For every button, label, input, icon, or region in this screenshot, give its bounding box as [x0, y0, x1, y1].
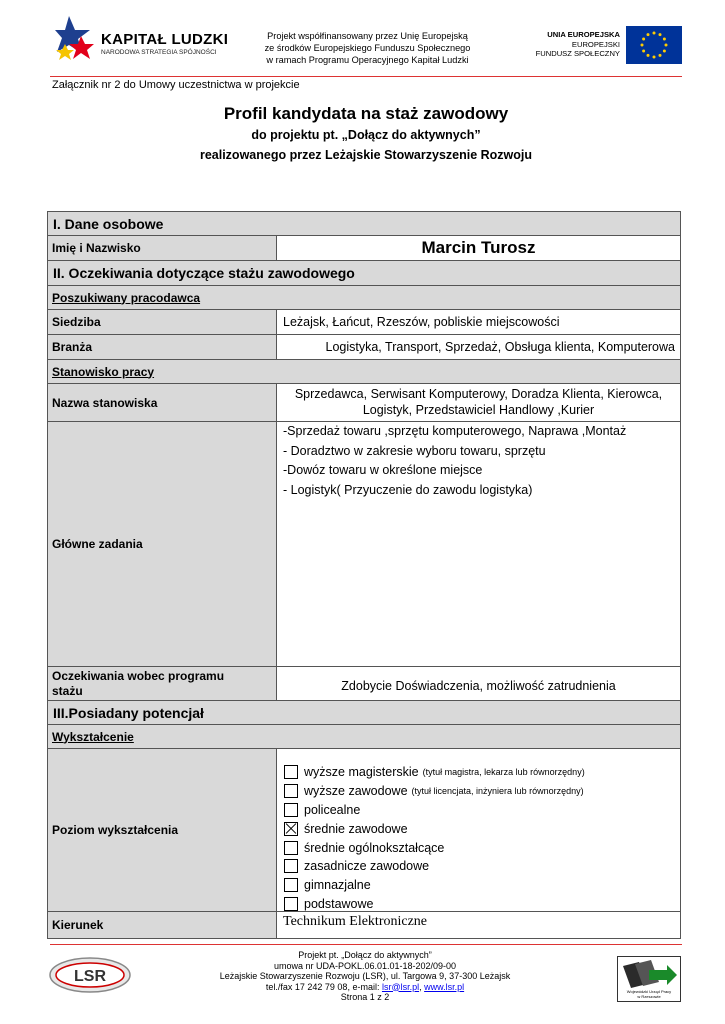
page-subtitle-organizer: realizowanego przez Leżajskie Stowarzyszenie Rozwoju: [199, 148, 533, 162]
edu-option-secondary-vocational[interactable]: [284, 819, 680, 838]
task-item: -Sprzedaż towaru ,sprzętu komputerowego, Naprawa ,Montaż: [283, 424, 627, 438]
edu-option-lower-secondary[interactable]: [284, 876, 680, 895]
cofinancing-line-3: w ramach Programu Operacyjnego Kapitał Ludzki: [266, 55, 469, 65]
checkbox-checked[interactable]: [284, 822, 298, 836]
edu-option-post-secondary[interactable]: [284, 801, 680, 820]
edu-option-label: wyższe zawodowe: [304, 784, 408, 799]
edu-option-vocational-higher[interactable]: [284, 782, 680, 801]
position-name-line-2: Logistyk, Przedstawiciel Handlowy ,Kurier: [362, 402, 595, 417]
direction-field[interactable]: Technikum Elektroniczne: [276, 911, 681, 939]
cofinancing-note: [240, 30, 495, 66]
edu-option-masters[interactable]: [284, 763, 680, 782]
section-personal-data: I. Dane osobowe: [47, 211, 681, 236]
eu-star-icon: [647, 33, 650, 36]
position-header: Stanowisko pracy: [47, 359, 681, 384]
position-name-field[interactable]: [276, 383, 681, 422]
position-name-label: Nazwa stanowiska: [47, 383, 277, 422]
employer-header: Poszukiwany pracodawca: [47, 285, 681, 310]
name-field[interactable]: Marcin Turosz: [276, 235, 681, 261]
kapital-ludzki-logo: [55, 14, 229, 66]
section-potential: III.Posiadany potencjał: [47, 700, 681, 725]
edu-option-label: gimnazjalne: [304, 878, 371, 893]
checkbox[interactable]: [284, 859, 298, 873]
eu-star-icon: [653, 56, 656, 59]
checkbox[interactable]: [284, 841, 298, 855]
kapital-ludzki-star-icon: [55, 14, 99, 64]
footer-contract: umowa nr UDA-POKL.06.01.01-18-202/09-00: [273, 960, 457, 971]
name-label: Imię i Nazwisko: [47, 235, 277, 261]
page-subtitle-project: do projektu pt. „Dołącz do aktywnych”: [251, 128, 481, 142]
lsr-logo-text: LSR: [74, 968, 106, 985]
eu-star-icon: [663, 50, 666, 53]
header-rule: [50, 76, 682, 77]
branch-field[interactable]: Logistyka, Transport, Sprzedaż, Obsługa klienta, Komputerowa: [276, 334, 681, 360]
eu-label-line-3: FUNDUSZ SPOŁECZNY: [535, 49, 620, 58]
website-link[interactable]: www.lsr.pl: [424, 981, 465, 992]
education-level-label: Poziom wykształcenia: [47, 748, 277, 912]
edu-option-label: podstawowe: [304, 896, 374, 911]
kapital-ludzki-title: KAPITAŁ LUDZKI: [101, 31, 229, 48]
eu-star-icon: [659, 54, 662, 57]
edu-option-note: (tytuł licencjata, inżyniera lub równorzędny): [411, 786, 584, 797]
eu-star-icon: [642, 38, 645, 41]
page-title: Profil kandydata na staż zawodowy: [223, 104, 509, 123]
position-name-line-1: Sprzedawca, Serwisant Komputerowy, Doradza Klienta, Kierowca,: [294, 387, 663, 401]
edu-option-basic-vocational[interactable]: [284, 857, 680, 876]
wup-logo: [617, 956, 681, 1002]
expectations-label-line-2: stażu: [52, 684, 83, 698]
email-link[interactable]: lsr@lsr.pl: [381, 981, 420, 992]
education-header: Wykształcenie: [47, 724, 681, 749]
eu-fund-label: [520, 30, 620, 59]
tasks-label: Główne zadania: [47, 421, 277, 667]
eu-star-icon: [647, 54, 650, 57]
edu-option-label: wyższe magisterskie: [304, 765, 419, 780]
edu-option-label: średnie ogólnokształcące: [304, 840, 445, 855]
wup-logo-line-2: w Rzeszowie: [637, 994, 661, 999]
branch-label: Branża: [47, 334, 277, 360]
page-number: Strona 1 z 2: [340, 992, 390, 1002]
eu-star-icon: [653, 32, 656, 35]
edu-option-note: (tytuł magistra, lekarza lub równorzędny): [422, 767, 585, 778]
education-options: [276, 748, 681, 912]
eu-star-icon: [665, 44, 668, 47]
eu-star-icon: [659, 33, 662, 36]
expectations-field[interactable]: Zdobycie Doświadczenia, możliwość zatrudnienia: [276, 666, 681, 701]
checkbox[interactable]: [284, 803, 298, 817]
lsr-logo: [48, 956, 132, 994]
cofinancing-line-1: Projekt współfinansowany przez Unię Europejską: [267, 31, 468, 41]
edu-option-label: policealne: [304, 802, 361, 817]
checkbox[interactable]: [284, 765, 298, 779]
seat-label: Siedziba: [47, 309, 277, 335]
eu-star-icon: [663, 38, 666, 41]
task-item: - Logistyk( Przyuczenie do zawodu logistyka): [283, 482, 533, 497]
footer-rule: [50, 944, 682, 945]
eu-star-icon: [642, 50, 645, 53]
footer-phone: tel./fax 17 242 79 08, e-mail:: [265, 981, 382, 992]
checkbox[interactable]: [284, 897, 298, 911]
eu-label-line-1: UNIA EUROPEJSKA: [547, 30, 620, 39]
attachment-note: Załącznik nr 2 do Umowy uczestnictwa w projekcie: [52, 79, 300, 91]
direction-label: Kierunek: [47, 911, 277, 939]
footer-project: Projekt pt. „Dołącz do aktywnych”: [298, 950, 432, 960]
task-item: -Dowóz towaru w określone miejsce: [283, 463, 483, 477]
tasks-field[interactable]: [276, 421, 681, 667]
eu-star-icon: [641, 44, 644, 47]
section-expectations: II. Oczekiwania dotyczące stażu zawodowego: [47, 260, 681, 286]
task-item: - Doradztwo w zakresie wyboru towaru, sprzętu: [283, 443, 546, 458]
checkbox[interactable]: [284, 784, 298, 798]
eu-flag-icon: [626, 26, 682, 64]
seat-field[interactable]: Leżajsk, Łańcut, Rzeszów, pobliskie miejscowości: [276, 309, 681, 335]
eu-label-line-2: EUROPEJSKI: [571, 39, 620, 49]
edu-option-secondary-general[interactable]: [284, 838, 680, 857]
edu-option-label: zasadnicze zawodowe: [304, 859, 430, 874]
cofinancing-line-2: ze środków Europejskiego Funduszu Społecznego: [264, 43, 471, 53]
checkbox[interactable]: [284, 878, 298, 892]
edu-option-label: średnie zawodowe: [304, 821, 408, 836]
wup-logo-line-1: Wojewódzki Urząd Pracy: [626, 989, 672, 994]
footer-separator: ,: [419, 981, 425, 992]
expectations-label: [47, 666, 277, 701]
footer-address: Leżajskie Stowarzyszenie Rozwoju (LSR), ul. Targowa 9, 37-300 Leżajsk: [219, 971, 511, 981]
kapital-ludzki-subtitle: NARODOWA STRATEGIA SPÓJNOŚCI: [101, 49, 217, 56]
footer-contact: [190, 982, 540, 993]
footer-info: [190, 950, 540, 1003]
expectations-label-line-1: Oczekiwania wobec programu: [52, 669, 225, 683]
